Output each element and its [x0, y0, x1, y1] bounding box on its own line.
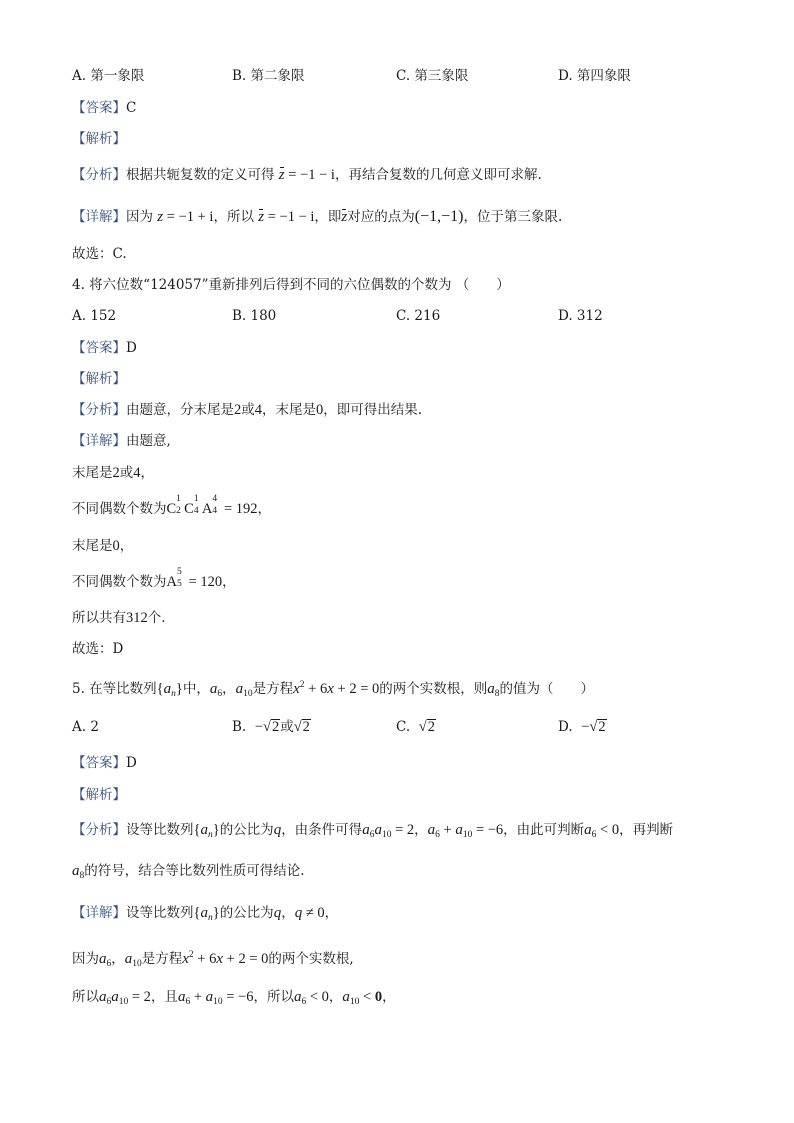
- q4-analysis-tag: 【解析】: [72, 371, 126, 387]
- q4-option-c: C. 216: [396, 308, 441, 324]
- q4-xiangjie: 【详解】由题意,: [72, 433, 171, 449]
- q5-stem: 5. 在等比数列$\{a_n\}$中，$a_6$，$a_{10}$是方程$x^2 + 6x + 2 = 0$的两个实数根，则$a_8$的值为（ ）: [72, 680, 594, 699]
- q5-xiangjie-3: 所以$a_6a_{10} = 2$，且$a_6 + a_{10} = -6$，所以$a_6 < 0$，$a_{10} < 0$，: [72, 989, 396, 1007]
- q5-fenxi-1: 【分析】设等比数列$\{a_n\}$的公比为q，由条件可得$a_6a_{10} = 2$，$a_6 + a_{10} = -6$，由此可判断$a_6 < 0$，再判断: [72, 822, 674, 840]
- q5-answer-line: 【答案】D: [72, 755, 137, 771]
- q3-option-a: A. 第一象限: [72, 68, 145, 84]
- q5-fenxi-2: $a_8$的符号，结合等比数列性质可得结论.: [72, 863, 305, 881]
- q5-xiangjie-2: 因为$a_6$，$a_{10}$是方程$x^2 + 6x + 2 = 0$的两个实数根,: [72, 950, 354, 969]
- q5-option-b: B. −√2或√2: [232, 719, 310, 735]
- q3-option-b: B. 第二象限: [232, 68, 305, 84]
- q5-answer: D: [126, 755, 137, 771]
- q3-answer-line: [72, 99, 136, 117]
- q5-xiangjie-1: 【详解】设等比数列$\{a_n\}$的公比为q，q ≠ 0，: [72, 905, 339, 923]
- q4-answer: D: [126, 340, 137, 356]
- q4-count2: 不同偶数个数为A 5 5 = 120，: [72, 567, 236, 590]
- q3-answer: C: [126, 100, 137, 116]
- q5-analysis-tag: 【解析】: [72, 787, 126, 803]
- q5-option-a: A. 2: [72, 719, 99, 735]
- q4-option-b: B. 180: [232, 308, 277, 324]
- point: (−1,−1): [414, 208, 464, 225]
- q3-fenxi: 【分析】根据共轭复数的定义可得 z = −1 − i，再结合复数的几何意义即可求解.: [72, 167, 542, 183]
- q3-option-d: D. 第四象限: [558, 68, 631, 84]
- q4-total: 所以共有312个.: [72, 610, 166, 626]
- q3-option-c: C. 第三象限: [396, 68, 469, 84]
- q4-option-d: D. 312: [558, 308, 603, 324]
- q5-option-c: C. √2: [396, 719, 435, 735]
- q4-end24: 末尾是2或4，: [72, 465, 154, 481]
- q3-analysis-tag: 【解析】: [72, 131, 126, 147]
- q4-count1: 不同偶数个数为C 1 2 C 1 4 A 4 4 = 192，: [72, 494, 272, 517]
- answer-tag: 【答案】: [72, 100, 126, 116]
- q4-answer-line: 【答案】D: [72, 340, 137, 356]
- q4-conclusion: 故选：D: [72, 641, 124, 657]
- q3-xiangjie: 【详解】因为 z = −1 + i，所以 z = −1 − i，即z对应的点为(−1,−1)，位于第三象限.: [72, 208, 563, 225]
- q3-conclusion: 故选：C.: [72, 246, 127, 262]
- q4-stem: 4. 将六位数“124057”重新排列后得到不同的六位偶数的个数为 （ ）: [72, 277, 510, 293]
- q5-option-d: D. −√2: [558, 719, 606, 735]
- q4-end0: 末尾是0，: [72, 538, 134, 554]
- q4-fenxi: 【分析】由题意，分末尾是2或4，末尾是0，即可得出结果.: [72, 402, 423, 418]
- q4-option-a: A. 152: [72, 308, 117, 324]
